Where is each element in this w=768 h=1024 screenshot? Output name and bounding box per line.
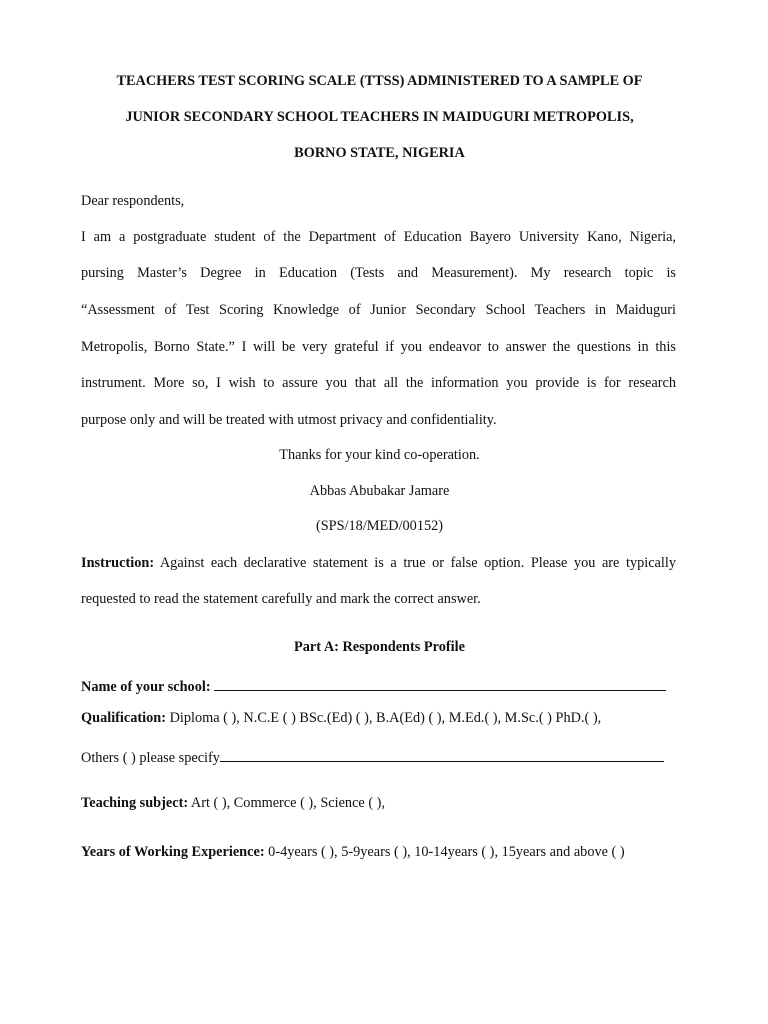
letter-line-4: Metropolis, Borno State.” I will be very grateful if you endeavor to answer the questions in this <box>81 339 676 355</box>
document-title-line-3: BORNO STATE, NIGERIA <box>294 145 465 161</box>
others-specify-field[interactable] <box>220 747 664 762</box>
document-title-line-2: JUNIOR SECONDARY SCHOOL TEACHERS IN MAIDUGURI METROPOLIS, <box>125 109 634 125</box>
instruction-line-2: requested to read the statement carefully and mark the correct answer. <box>81 591 481 607</box>
school-name-row <box>81 676 676 696</box>
teaching-subject-row <box>81 795 676 812</box>
letter-line-5: instrument. More so, I wish to assure you that all the information you provide is for research <box>81 375 676 391</box>
teaching-subject-label: Teaching subject: <box>81 795 189 811</box>
experience-options[interactable]: 0-4years ( ), 5-9years ( ), 10-14years ( ), 15years and above ( ) <box>264 844 625 860</box>
school-name-field[interactable] <box>214 676 666 691</box>
teaching-subject-options[interactable]: Art ( ), Commerce ( ), Science ( ), <box>188 795 386 811</box>
instruction-label: Instruction: <box>81 555 155 571</box>
letter-line-2: pursing Master’s Degree in Education (Tests and Measurement). My research topic is <box>81 265 676 281</box>
author-id: (SPS/18/MED/00152) <box>315 518 444 534</box>
experience-label: Years of Working Experience: <box>81 844 265 860</box>
part-a-heading: Part A: Respondents Profile <box>294 639 465 655</box>
qualification-options[interactable]: Diploma ( ), N.C.E ( ) BSc.(Ed) ( ), B.A(Ed) ( ), M.Ed.( ), M.Sc.( ) PhD.( ), <box>166 710 602 726</box>
letter-line-1: I am a postgraduate student of the Department of Education Bayero University Kano, Nigeria, <box>81 229 676 245</box>
document-title-line-1: TEACHERS TEST SCORING SCALE (TTSS) ADMINISTERED TO A SAMPLE OF <box>116 73 643 89</box>
others-text: Others ( ) please specify <box>81 750 220 766</box>
school-name-label: Name of your school: <box>81 679 211 695</box>
thanks-line: Thanks for your kind co-operation. <box>279 447 480 463</box>
letter-line-6: purpose only and will be treated with utmost privacy and confidentiality. <box>81 412 497 428</box>
instruction-line-1 <box>81 555 676 572</box>
salutation: Dear respondents, <box>81 193 185 209</box>
qualification-row <box>81 710 676 727</box>
experience-row <box>81 844 676 861</box>
letter-line-3: “Assessment of Test Scoring Knowledge of Junior Secondary School Teachers in Maiduguri <box>81 302 676 318</box>
instruction-text: Against each declarative statement is a true or false option. Please you are typically <box>154 555 676 571</box>
others-row <box>81 747 676 767</box>
qualification-label: Qualification: <box>81 710 166 726</box>
author-name: Abbas Abubakar Jamare <box>309 483 450 499</box>
